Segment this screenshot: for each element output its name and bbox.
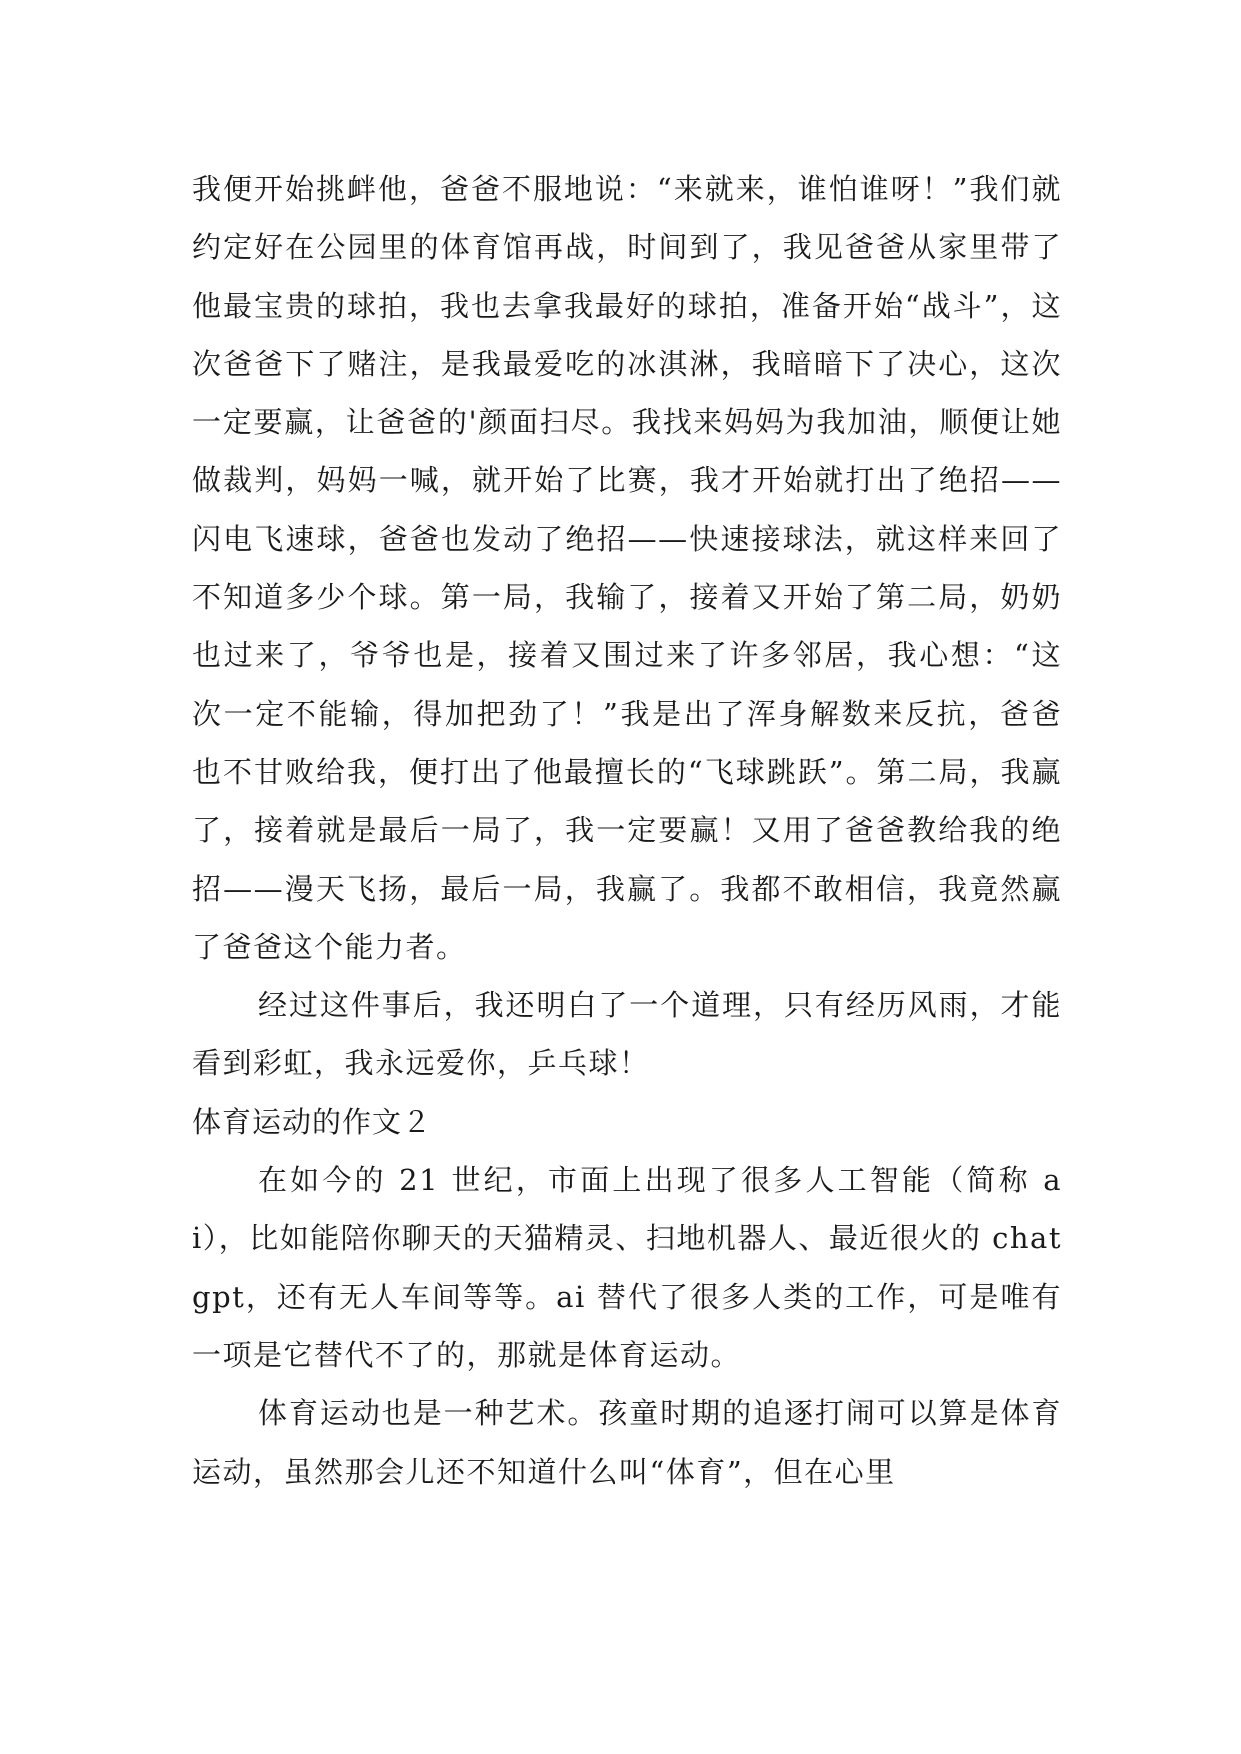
paragraph-ping-pong-match: 我便开始挑衅他，爸爸不服地说：“来就来，谁怕谁呀！”我们就约定好在公园里的体育馆再战，时间到了，我见爸爸从家里带了他最宝贵的球拍，我也去拿我最好的球拍，准备开始“战斗”，这次爸爸下了赌注，是我最爱吃的冰淇淋，我暗暗下了决心，这次一定要赢，让爸爸的'颜面扫尽。我找来妈妈为我加油，顺便让她做裁判，妈妈一喊，就开始了比赛，我才开始就打出了绝招——闪电飞速球，爸爸也发动了绝招——快速接球法，就这样来回了不知道多少个球。第一局，我输了，接着又开始了第二局，奶奶也过来了，爷爷也是，接着又围过来了许多邻居，我心想：“这次一定不能输，得加把劲了！”我是出了浑身解数来反抗，爸爸也不甘败给我，便打出了他最擅长的“飞球跳跃”。第二局，我赢了，接着就是最后一局了，我一定要赢！又用了爸爸教给我的绝招——漫天飞扬，最后一局，我赢了。我都不敢相信，我竟然赢了爸爸这个能力者。 — [192, 172, 1062, 964]
document-body — [192, 160, 1062, 1501]
section-title: 体育运动的作文２ — [192, 1104, 433, 1139]
paragraph-lesson-learned: 经过这件事后，我还明白了一个道理，只有经历风雨，才能看到彩虹，我永远爱你，乒乓球！ — [192, 988, 1062, 1081]
paragraph-ai-intro: 在如今的 21 世纪，市面上出现了很多人工智能（简称 ai），比如能陪你聊天的天猫精灵、扫地机器人、最近很火的 chat gpt，还有无人车间等等。ai 替代了很多人类的工作，可是唯有一项是它替代不了的，那就是体育运动。 — [192, 1163, 1062, 1372]
paragraph-sports-art: 体育运动也是一种艺术。孩童时期的追逐打闹可以算是体育运动，虽然那会儿还不知道什么叫“体育”，但在心里 — [192, 1396, 1062, 1489]
